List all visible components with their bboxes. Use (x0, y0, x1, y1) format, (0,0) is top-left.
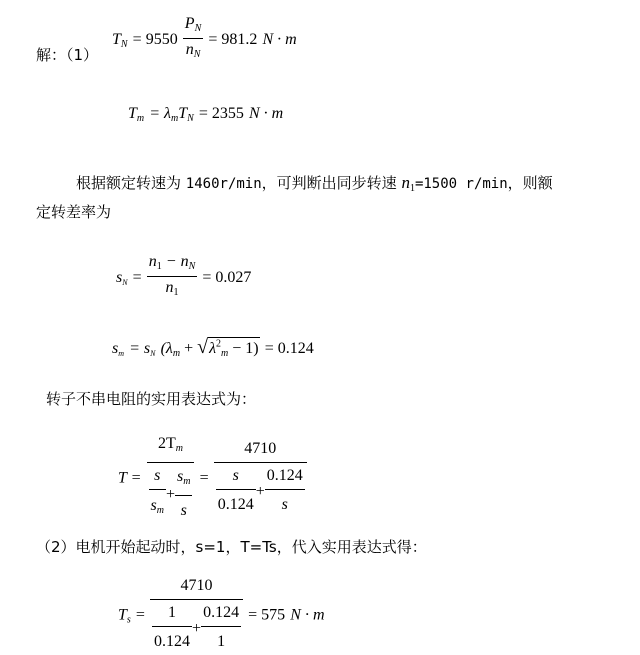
eq5-f2-num: 4710 (214, 438, 307, 463)
eq5-f1-den-b (175, 465, 192, 524)
eq6-lhs-sub: s (126, 614, 131, 626)
para1-rated-speed: 1460r/min (185, 176, 262, 192)
eq5-equals: = (199, 469, 209, 487)
eq1-result: = 981.2 (208, 31, 258, 48)
eq2-unit: N · m (249, 105, 284, 122)
eq6-den-a-den: 0.124 (154, 633, 191, 650)
max-torque-equation (128, 103, 283, 124)
para1-text-e: ，则额 (507, 174, 553, 192)
eq3-minus: − n (161, 253, 189, 270)
eq4-eqs-sub: N (150, 349, 156, 358)
eq3-result: = 0.027 (202, 269, 252, 286)
eq5-f2-den-b-num: 0.124 (265, 465, 305, 490)
eq6-den-a-num: 1 (152, 602, 192, 627)
eq6-unit: N · m (290, 606, 325, 624)
eq5-lhs: T = (118, 469, 142, 487)
eq1-den: n (185, 41, 194, 58)
rated-torque-equation (112, 14, 297, 65)
eq3-lhs: s (116, 269, 123, 286)
eq3-num-sub1: 1 (156, 261, 162, 272)
eq5-f2-den-a-den: 0.124 (217, 496, 254, 513)
para1-n1: n (401, 173, 410, 192)
eq2-mid: = λ (149, 105, 171, 122)
practical-torque-expression (118, 432, 307, 524)
eq4-result: = 0.124 (264, 340, 314, 357)
eq3-fraction (147, 252, 197, 303)
eq5-f1-den-a-den: s (150, 497, 157, 514)
eq5-fraction-2 (214, 438, 307, 518)
eq3-den: n (165, 279, 174, 296)
eq5-f1-den-a-den-sub: m (156, 505, 164, 516)
eq6-den-b (201, 602, 241, 655)
eq5-f1-den-b-num: s (177, 468, 184, 485)
para1-sync-speed: =1500 r/min (414, 176, 508, 192)
eq1-den-sub: N (193, 49, 201, 60)
eq2-lhs-sub: m (136, 113, 145, 124)
eq5-f1-den-b-den: s (180, 502, 187, 519)
eq6-num: 4710 (150, 575, 243, 600)
eq4-rad-sup: 2 (216, 338, 222, 350)
eq5-f2-den-b-den: s (281, 496, 288, 513)
para1-text-c: ，可判断出同步转速 (261, 174, 397, 192)
eq6-equals: = (135, 606, 145, 624)
eq6-den-b-den: 1 (217, 633, 226, 650)
eq4-rad-rest: − 1) (228, 340, 259, 357)
eq4-plus: + (180, 340, 198, 357)
rated-slip-equation: $s_N$ = $\frac{n_1 - n_N}{n_1}$ = 0.027 (116, 252, 251, 303)
eq5-f1-num-sub: m (175, 443, 183, 454)
eq3-num-sub2: N (188, 261, 196, 272)
eq2-result: = 2355 (198, 105, 244, 122)
eq6-den-a (152, 602, 192, 655)
eq5-f1-den-b-num-sub: m (183, 476, 191, 487)
eq4-open: (λ (160, 340, 173, 357)
eq1-lhs: T (112, 31, 121, 48)
part2-statement: （2）电机开始起动时，s=1，T=Ts，代入实用表达式得： (36, 538, 427, 556)
eq4-rad-lam: λ (209, 340, 217, 357)
eq1-coef: = 9550 (132, 31, 178, 48)
eq3-lhs-sub: N (122, 278, 128, 287)
solution-label: 解：（1） (36, 46, 99, 64)
starting-torque-equation (118, 575, 325, 655)
eq4-lhs: s (112, 340, 119, 357)
para1-n1-sub: 1 (409, 183, 415, 194)
eq4-radical (208, 337, 260, 359)
eq5-f2-plus: + (255, 483, 265, 500)
eq6-den-b-num: 0.124 (201, 602, 241, 627)
eq4-lhs-sub: m (118, 349, 125, 358)
critical-slip-equation: $s_m = s_N$ $(\lambda_m + √\lambda^2_m - 1) = 0.124$ (112, 336, 314, 359)
eq2-mid2: T (178, 105, 188, 122)
eq6-plus: + (192, 620, 202, 637)
practical-expression-heading: 转子不串电阻的实用表达式为： (46, 390, 257, 408)
paragraph-sync-speed-line2: 定转差率为 (36, 203, 112, 221)
eq1-num: P (184, 15, 195, 32)
para1-text-a: 根据额定转速为 (76, 174, 182, 192)
eq2-mid-sub: m (170, 113, 179, 124)
eq4-rad-sub: m (221, 348, 229, 359)
eq1-fraction (183, 14, 203, 65)
eq2-lhs: T (128, 105, 137, 122)
eq3-num: n (148, 253, 157, 270)
eq5-f1-den-a-num: s (149, 465, 166, 490)
eq1-lhs-sub: N (120, 39, 128, 50)
paragraph-sync-speed-line1 (76, 172, 553, 194)
eq5-f1-plus: + (165, 486, 175, 503)
eq6-result: = 575 (248, 606, 286, 624)
eq4-lam-sub: m (172, 348, 181, 359)
eq5-f2-den-b (265, 465, 305, 518)
eq4-eqs: = s (129, 340, 151, 357)
eq1-unit: N · m (262, 31, 297, 48)
eq5-fraction-1 (147, 432, 195, 524)
eq5-f1-den-a (149, 465, 166, 524)
eq5-f2-den-a (216, 465, 256, 518)
eq2-mid2-sub: N (187, 113, 194, 124)
eq5-f2-den-a-num: s (216, 465, 256, 490)
eq6-lhs: T (118, 606, 127, 624)
eq1-num-sub: N (194, 23, 202, 34)
eq3-den-sub: 1 (173, 287, 179, 298)
eq5-f1-num: 2T (157, 435, 176, 452)
eq6-fraction (150, 575, 243, 655)
